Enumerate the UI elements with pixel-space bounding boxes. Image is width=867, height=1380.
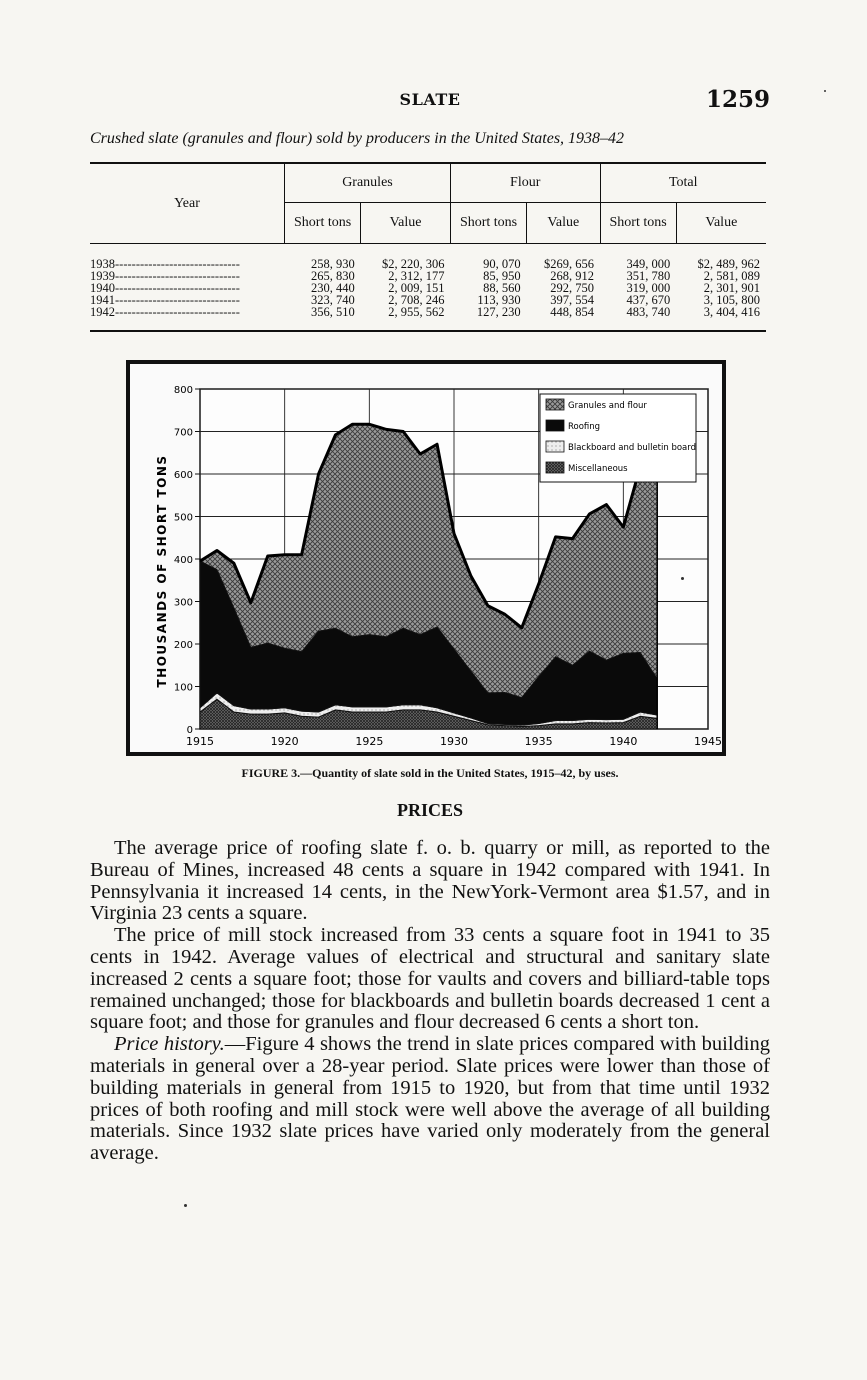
table-cell: 2, 009, 151 bbox=[388, 281, 445, 295]
legend-swatch bbox=[546, 441, 564, 452]
table-cell: 90, 070 bbox=[483, 257, 521, 271]
table-header-group: Total bbox=[600, 163, 766, 203]
body-text bbox=[90, 838, 770, 1165]
x-tick-label: 1920 bbox=[270, 735, 299, 748]
y-tick-label: 0 bbox=[186, 725, 193, 736]
table-body bbox=[90, 244, 766, 332]
table-cell: 319, 000 bbox=[626, 281, 671, 295]
x-tick-label: 1925 bbox=[355, 735, 384, 748]
legend-swatch bbox=[546, 462, 564, 473]
row-year: 1942------------------------------ bbox=[90, 306, 285, 331]
table-subheader: Value bbox=[676, 203, 766, 244]
y-axis-label: THOUSANDS OF SHORT TONS bbox=[155, 454, 169, 688]
y-tick-label: 400 bbox=[173, 555, 193, 566]
table-header-year: Year bbox=[90, 163, 285, 244]
table-cell: 2, 312, 177 bbox=[388, 269, 445, 283]
paragraph-price-history bbox=[90, 1034, 770, 1165]
table-subheader: Short tons bbox=[450, 203, 526, 244]
table-cell: 483, 740 bbox=[600, 306, 676, 331]
table-cell: 3, 404, 416 bbox=[676, 306, 766, 331]
table-caption: Crushed slate (granules and flour) sold by producers in the United States, 1938–42 bbox=[90, 130, 625, 147]
table-cell: 349, 000 bbox=[626, 257, 671, 271]
scan-speck bbox=[681, 577, 684, 580]
running-head bbox=[90, 86, 770, 113]
run-in-heading: Price history. bbox=[114, 1033, 225, 1056]
table-cell: 127, 230 bbox=[450, 306, 526, 331]
table-subheader: Value bbox=[527, 203, 600, 244]
table-cell: 113, 930 bbox=[477, 293, 521, 307]
y-tick-label: 800 bbox=[173, 385, 193, 396]
y-tick-label: 300 bbox=[173, 597, 193, 609]
paragraph: The price of mill stock increased from 33 cents a square foot in 1941 to 35 cents in 1942. Average values of electrical and structural and sanitary slate increased 2 cents a square foot; those for vaults and covers and billiard-table tops remained unchanged; those for blackboards and bulletin boards decreased 1 cent a square foot; and those for granules and flour decreased 6 cents a short ton. bbox=[90, 924, 770, 1034]
table-subheader: Short tons bbox=[600, 203, 676, 244]
data-table bbox=[90, 162, 766, 332]
row-year: 1940------------------------------ bbox=[90, 282, 240, 294]
table-cell: 3, 105, 800 bbox=[703, 293, 760, 307]
table-header-group: Flour bbox=[450, 163, 600, 203]
table-cell: 2, 301, 901 bbox=[703, 281, 760, 295]
table-cell: 268, 912 bbox=[550, 269, 594, 283]
x-tick-label: 1930 bbox=[440, 735, 468, 748]
table-cell: 2, 955, 562 bbox=[361, 306, 451, 331]
y-tick-label: 600 bbox=[173, 470, 193, 481]
legend-label: Roofing bbox=[568, 422, 601, 432]
row-year: 1938------------------------------ bbox=[90, 257, 240, 270]
table-cell: $269, 656 bbox=[544, 257, 594, 271]
x-tick-label: 1935 bbox=[524, 735, 553, 748]
table-cell: 292, 750 bbox=[550, 281, 594, 295]
table-cell: 351, 780 bbox=[626, 269, 671, 283]
y-tick-label: 500 bbox=[173, 512, 193, 524]
x-tick-label: 1945 bbox=[694, 735, 722, 748]
table-subheader: Value bbox=[361, 203, 451, 244]
table-cell: 85, 950 bbox=[483, 269, 521, 283]
legend-label: Miscellaneous bbox=[568, 464, 628, 474]
table-row bbox=[90, 244, 766, 271]
table-cell: 2, 708, 246 bbox=[388, 293, 445, 307]
running-title: SLATE bbox=[399, 90, 461, 109]
legend-label: Granules and flour bbox=[568, 401, 647, 411]
table-cell: 265, 830 bbox=[310, 269, 355, 283]
table-cell: 2, 581, 089 bbox=[703, 269, 760, 283]
table-cell: 230, 440 bbox=[310, 281, 355, 295]
table-cell: 356, 510 bbox=[285, 306, 361, 331]
legend-swatch bbox=[546, 399, 564, 410]
table-row bbox=[90, 306, 766, 331]
y-tick-label: 200 bbox=[173, 640, 193, 651]
table-cell: 88, 560 bbox=[483, 281, 521, 295]
paragraph-text: —Figure 4 shows the trend in slate prices compared with building materials in general over a 28-year period. Slate prices were lower than those of building materials in general from 1915 to 1920, but from that time until 1932 prices of both roofing and mill stock were well above the average of all building materials. Since 1932 slate prices have varied only moderately from the general average. bbox=[90, 1033, 770, 1165]
section-heading: PRICES bbox=[396, 800, 463, 820]
table-cell: $2, 489, 962 bbox=[697, 257, 760, 271]
scan-speck bbox=[824, 90, 826, 92]
legend-label: Blackboard and bulletin board bbox=[568, 443, 697, 453]
x-tick-label: 1940 bbox=[609, 735, 638, 748]
table-subheader: Short tons bbox=[285, 203, 361, 244]
legend-swatch bbox=[546, 420, 564, 431]
table-cell: 323, 740 bbox=[310, 293, 355, 307]
table-cell: 448, 854 bbox=[527, 306, 600, 331]
figure-caption: FIGURE 3.—Quantity of slate sold in the United States, 1915–42, by uses. bbox=[241, 766, 619, 780]
page-number: 1259 bbox=[705, 86, 770, 113]
table-cell: $2, 220, 306 bbox=[381, 257, 445, 271]
scan-speck bbox=[184, 1204, 187, 1207]
y-tick-label: 100 bbox=[173, 682, 193, 694]
row-year: 1941------------------------------ bbox=[90, 294, 240, 306]
table-cell: 437, 670 bbox=[626, 293, 671, 307]
x-tick-label: 1915 bbox=[186, 735, 214, 748]
paragraph: The average price of roofing slate f. o. b. quarry or mill, as reported to the Bureau of Mines, increased 48 cents a square in 1942 compared with 1941. In Pennsylvania it increased 14 cents, in the NewYork-Vermont area $1.57, and in Virginia 23 cents a square. bbox=[90, 837, 770, 925]
row-year: 1939------------------------------ bbox=[90, 270, 240, 282]
figure-3-chart bbox=[126, 360, 726, 756]
table-cell: 397, 554 bbox=[550, 293, 594, 307]
table-header-group: Granules bbox=[285, 163, 451, 203]
chart-legend bbox=[540, 394, 696, 482]
y-tick-label: 700 bbox=[173, 427, 193, 439]
chart-svg bbox=[130, 364, 722, 752]
table-cell: 258, 930 bbox=[310, 257, 355, 271]
